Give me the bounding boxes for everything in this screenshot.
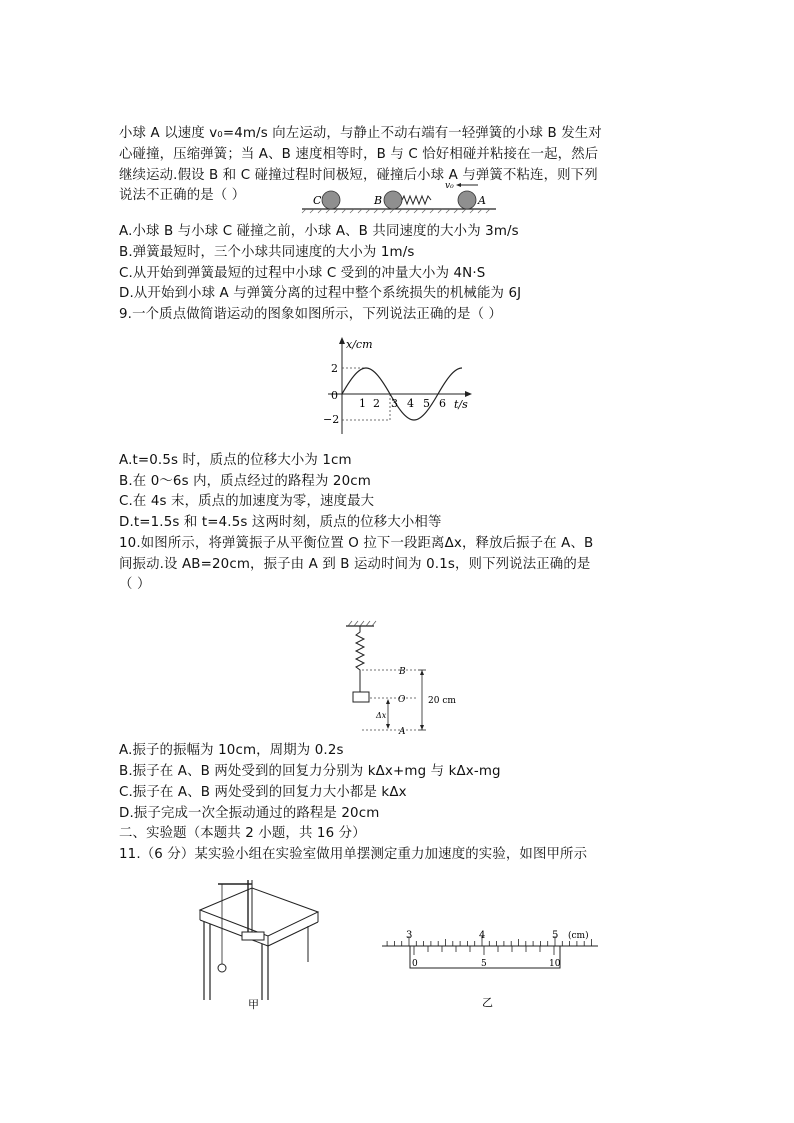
q9-option-c: C.在 4s 末，质点的加速度为零，速度最大 xyxy=(119,494,375,509)
q10-line-2: 间振动.设 AB=20cm，振子由 A 到 B 运动时间为 0.1s，则下列说法正确的是 xyxy=(119,557,591,572)
q8-line-2: 心碰撞，压缩弹簧；当 A、B 速度相等时，B 与 C 恰好相碰并粘接在一起，然后 xyxy=(119,147,599,162)
q8-line-4: 说法不正确的是（ ） xyxy=(119,188,246,203)
q10-line-3: （ ） xyxy=(119,577,151,592)
y-axis-arrow xyxy=(339,337,345,344)
label-a: A xyxy=(478,194,486,207)
stand-base xyxy=(242,932,264,940)
q8-line-3: 继续运动.假设 B 和 C 碰撞过程时间极短，碰撞后小球 A 与弹簧不粘连，则下列 xyxy=(119,168,598,183)
x-tick-1: 1 xyxy=(359,397,366,410)
velocity-arrowhead xyxy=(456,183,461,187)
x-tick-6: 6 xyxy=(439,397,446,410)
q10-spring-oscillator-figure xyxy=(340,620,460,738)
vernier-tick-0: 0 xyxy=(412,959,418,969)
label-c: C xyxy=(313,194,322,207)
caption-yi: 乙 xyxy=(482,996,493,1009)
vernier-tick-10: 10 xyxy=(549,959,561,969)
q10-option-a: A.振子的振幅为 10cm，周期为 0.2s xyxy=(119,743,344,758)
table-top xyxy=(200,888,318,936)
main-tick-5: 5 xyxy=(552,930,559,941)
section-heading: 二、实验题（本题共 2 小题，共 16 分） xyxy=(119,826,366,841)
q9-option-a: A.t=0.5s 时，质点的位移大小为 1cm xyxy=(119,453,352,468)
x-axis-label: t/s xyxy=(454,398,468,411)
q8-collision-figure xyxy=(300,178,500,214)
q10-line-1: 10.如图所示，将弹簧振子从平衡位置 O 拉下一段距离Δx，释放后振子在 A、B xyxy=(119,536,594,551)
label-a: A xyxy=(399,727,406,737)
q8-option-b: B.弹簧最短时，三个小球共同速度的大小为 1m/s xyxy=(119,245,415,260)
caption-jia: 甲 xyxy=(248,998,259,1011)
ball-b xyxy=(384,191,402,209)
y-axis-label: x/cm xyxy=(346,338,373,351)
vernier-tick-5: 5 xyxy=(481,959,487,969)
q10-option-b: B.振子在 A、B 两处受到的回复力分别为 kΔx+mg 与 kΔx-mg xyxy=(119,764,501,779)
label-b: B xyxy=(399,667,406,677)
q10-option-c: C.振子在 A、B 两处受到的回复力大小都是 kΔx xyxy=(119,785,407,800)
q11-vernier-caliper-figure xyxy=(378,924,602,1014)
main-tick-3: 3 xyxy=(406,930,413,941)
label-dx: Δx xyxy=(376,711,387,720)
q8-line-1: 小球 A 以速度 v₀=4m/s 向左运动，与静止不动右端有一轻弹簧的小球 B 发生对 xyxy=(119,126,602,141)
q9-shm-graph xyxy=(318,334,484,438)
spring xyxy=(402,196,431,204)
q10-option-d: D.振子完成一次全振动通过的路程是 20cm xyxy=(119,806,380,821)
x-tick-4: 4 xyxy=(407,397,414,410)
x-tick-2: 2 xyxy=(373,397,380,410)
q11-pendulum-apparatus-figure xyxy=(190,872,320,1012)
label-20cm: 20 cm xyxy=(428,696,456,706)
x-tick-3: 3 xyxy=(391,397,398,410)
label-b: B xyxy=(374,194,383,207)
q9-option-b: B.在 0～6s 内，质点经过的路程为 20cm xyxy=(119,474,371,489)
origin-label: 0 xyxy=(331,389,338,402)
ball-c xyxy=(322,191,340,209)
label-v0: v₀ xyxy=(445,181,454,191)
main-tick-4: 4 xyxy=(479,930,486,941)
q8-option-a: A.小球 B 与小球 C 碰撞之前，小球 A、B 共同速度的大小为 3m/s xyxy=(119,224,519,239)
label-o: O xyxy=(398,695,406,705)
q8-option-d: D.从开始到小球 A 与弹簧分离的过程中整个系统损失的机械能为 6J xyxy=(119,286,522,301)
unit-label: (cm) xyxy=(568,931,589,941)
ball-a xyxy=(458,191,476,209)
x-tick-5: 5 xyxy=(423,397,430,410)
q11-stem: 11.（6 分）某实验小组在实验室做用单摆测定重力加速度的实验，如图甲所示 xyxy=(119,847,588,862)
y-tick-2: 2 xyxy=(331,362,338,375)
q8-option-c: C.从开始到弹簧最短的过程中小球 C 受到的冲量大小为 4N·S xyxy=(119,266,486,281)
oscillator-block xyxy=(353,692,369,702)
pendulum-bob xyxy=(218,964,226,972)
q9-option-d: D.t=1.5s 和 t=4.5s 这两时刻，质点的位移大小相等 xyxy=(119,515,442,530)
x-axis-arrow xyxy=(465,391,472,397)
y-tick-neg2: −2 xyxy=(323,413,340,426)
q9-stem: 9.一个质点做简谐运动的图象如图所示，下列说法正确的是（ ） xyxy=(119,307,503,322)
